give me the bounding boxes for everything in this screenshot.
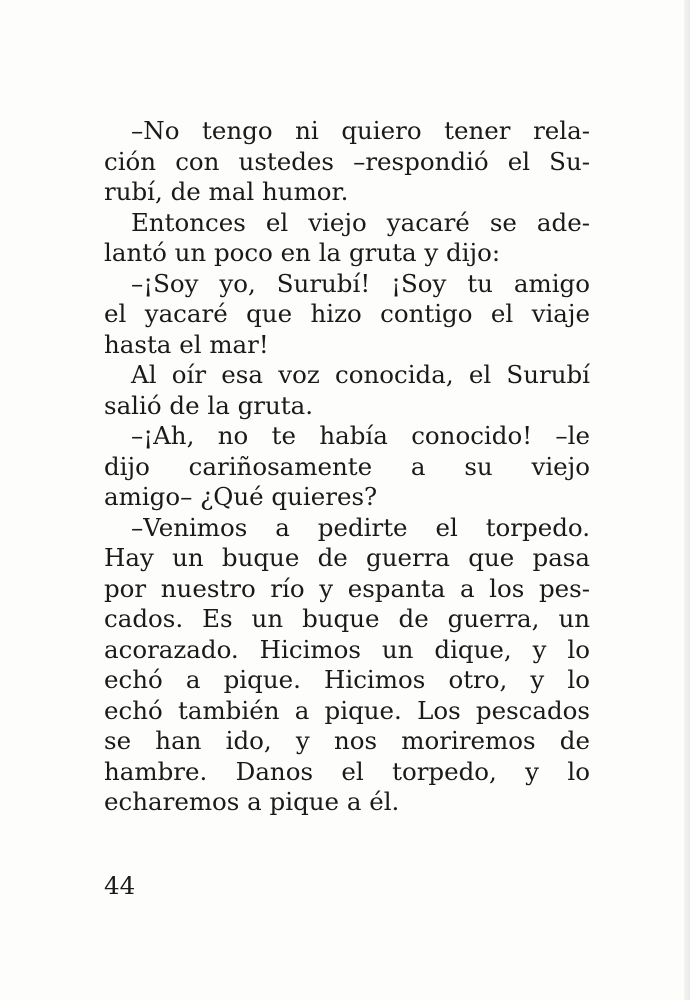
text-line: por nuestro río y espanta a los pes-	[104, 573, 590, 603]
text-line: Al oír esa voz conocida, el Surubí	[131, 360, 590, 389]
body-text	[104, 116, 590, 818]
text-line: lantó un poco en la gruta y dijo:	[104, 238, 501, 267]
text-line: echó a pique. Hicimos otro, y lo	[104, 665, 590, 694]
text-line: hambre. Danos el torpedo, y lo	[104, 756, 590, 786]
text-line: amigo– ¿Qué quieres?	[104, 482, 378, 511]
text-line: rubí, de mal humor.	[104, 177, 349, 206]
text-line: echó también a pique. Los pescados	[104, 695, 590, 725]
text-line: ción con ustedes –respondió el Su-	[104, 146, 590, 176]
text-line: cados. Es un buque de guerra, un	[104, 604, 590, 633]
text-line: –Venimos a pedirte el torpedo.	[131, 512, 590, 542]
text-line: echaremos a pique a él.	[104, 787, 400, 816]
page-number: 44	[104, 871, 136, 900]
text-line: dijo cariñosamente a su viejo	[104, 451, 590, 481]
text-line: salió de la gruta.	[104, 390, 314, 420]
text-line: –¡Soy yo, Surubí! ¡Soy tu amigo	[131, 268, 590, 298]
text-line: –¡Ah, no te había conocido! –le	[131, 421, 590, 450]
text-line: hasta el mar!	[104, 329, 269, 359]
page-edge-shading	[684, 0, 690, 1000]
text-line: Entonces el viejo yacaré se ade-	[131, 207, 590, 237]
text-line: Hay un buque de guerra que pasa	[104, 543, 590, 572]
text-line: se han ido, y nos moriremos de	[104, 726, 590, 755]
text-line: el yacaré que hizo contigo el viaje	[104, 299, 590, 328]
text-line: –No tengo ni quiero tener rela-	[131, 116, 590, 145]
text-line: acorazado. Hicimos un dique, y lo	[104, 634, 590, 664]
